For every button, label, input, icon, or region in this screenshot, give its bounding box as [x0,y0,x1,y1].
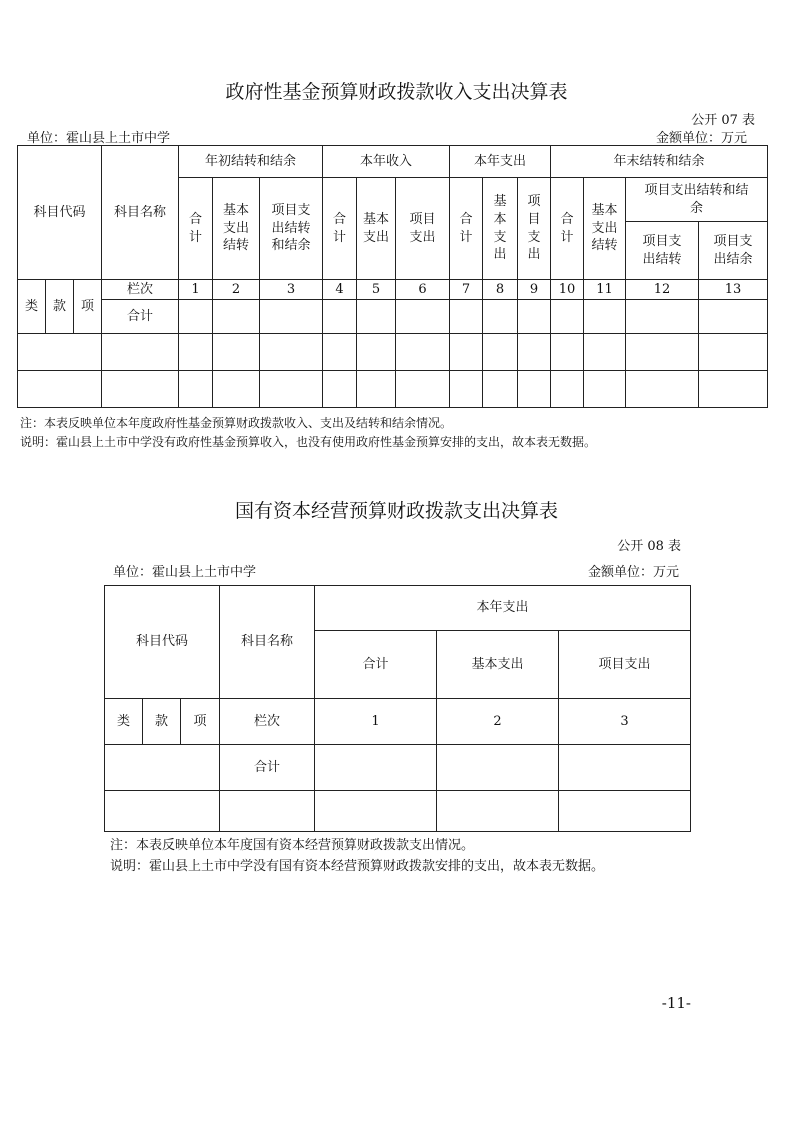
table-cell [437,791,559,832]
table-cell [450,371,483,408]
table-cell [179,371,213,408]
table-cell [105,791,220,832]
col-number: 2 [437,699,559,745]
table-cell [102,371,179,408]
table1-money-unit: 金额单位：万元 [655,131,747,146]
col-number: 2 [213,280,260,300]
income-basic-header: 基本 支出 [357,178,396,280]
col-number: 3 [260,280,323,300]
year-expense-header: 本年支出 [450,146,551,178]
table-cell [105,745,220,791]
table-cell [357,334,396,371]
cat-lei-header: 类 [105,699,143,745]
cat-lei-header: 类 [18,280,46,334]
table2 [104,585,691,832]
subject-name-header: 科目名称 [102,146,179,280]
table-cell [584,300,626,334]
col-number: 10 [551,280,584,300]
project-expense-header: 项目支出 [559,631,691,699]
col-number: 6 [396,280,450,300]
basic-expense-header: 基本支出 [437,631,559,699]
table-cell [260,334,323,371]
table-cell [450,300,483,334]
end-basic-carry-header: 基本 支出 结转 [584,178,626,280]
table-cell [396,300,450,334]
cat-xiang-header: 项 [181,699,220,745]
total-header: 合计 [315,631,437,699]
table-cell [699,371,768,408]
table2-unit: 单位：霍山县上土市中学 [113,565,257,580]
table-cell [559,745,691,791]
table2-note: 注：本表反映单位本年度国有资本经营预算财政拨款支出情况。 [110,838,475,853]
table2-title: 国有资本经营预算财政拨款支出决算表 [234,500,558,522]
col-number: 5 [357,280,396,300]
table-cell [518,371,551,408]
table-cell [357,300,396,334]
table-row [18,334,768,371]
expense-basic-header: 基 本 支 出 [483,178,518,280]
col-number: 12 [626,280,699,300]
col-number: 9 [518,280,551,300]
table-cell [699,334,768,371]
table1-explain: 说明：霍山县上土市中学没有政府性基金预算收入，也没有使用政府性基金预算安排的支出，故本表无数据。 [20,435,597,449]
table-row [105,791,691,832]
table-cell [260,300,323,334]
cat-xiang-header: 项 [74,280,102,334]
table2-code: 公开 08 表 [617,539,681,554]
col-number: 3 [559,699,691,745]
row-no-label: 栏次 [220,699,315,745]
table-cell [102,334,179,371]
table-cell [315,791,437,832]
begin-total-header: 合 计 [179,178,213,280]
subject-code-header: 科目代码 [105,586,220,699]
table-cell [220,791,315,832]
income-total-header: 合 计 [323,178,357,280]
table-cell [518,334,551,371]
table-cell [450,334,483,371]
table-cell [551,300,584,334]
cat-kuan-header: 款 [143,699,181,745]
end-total-header: 合 计 [551,178,584,280]
col-number: 4 [323,280,357,300]
table-cell [551,371,584,408]
end-balance-header: 年末结转和结余 [551,146,768,178]
sum-label: 合计 [220,745,315,791]
table1-code: 公开 07 表 [691,113,755,128]
begin-project-carry-balance-header: 项目支 出结转 和结余 [260,178,323,280]
table-cell [179,300,213,334]
table-cell [213,300,260,334]
year-expense-header: 本年支出 [315,586,691,631]
table-cell [626,334,699,371]
table-cell [357,371,396,408]
end-project-balance-header: 项目支 出结余 [699,222,768,280]
page-number: -11- [661,994,691,1012]
table-cell [584,334,626,371]
year-income-header: 本年收入 [323,146,450,178]
table-row [18,371,768,408]
table-cell [626,300,699,334]
table-cell [18,371,102,408]
subject-name-header: 科目名称 [220,586,315,699]
expense-total-header: 合 计 [450,178,483,280]
table-cell [396,334,450,371]
income-project-header: 项目 支出 [396,178,450,280]
col-number: 8 [483,280,518,300]
begin-balance-header: 年初结转和结余 [179,146,323,178]
col-number: 11 [584,280,626,300]
table-cell [323,300,357,334]
table2-money-unit: 金额单位：万元 [587,565,679,580]
table-cell [315,745,437,791]
col-number: 13 [699,280,768,300]
table-cell [179,334,213,371]
table1-title: 政府性基金预算财政拨款收入支出决算表 [225,81,568,103]
table-cell [483,371,518,408]
table1-note: 注：本表反映单位本年度政府性基金预算财政拨款收入、支出及结转和结余情况。 [20,416,453,430]
table-cell [626,371,699,408]
expense-project-header: 项 目 支 出 [518,178,551,280]
table-cell [323,371,357,408]
table-cell [518,300,551,334]
table-cell [483,334,518,371]
col-number: 7 [450,280,483,300]
table-cell [323,334,357,371]
table2-explain: 说明：霍山县上土市中学没有国有资本经营预算财政拨款安排的支出，故本表无数据。 [110,859,605,874]
table-cell [18,334,102,371]
table-cell [213,371,260,408]
table-cell [483,300,518,334]
begin-basic-carry-header: 基本 支出 结转 [213,178,260,280]
col-number: 1 [179,280,213,300]
table-cell [437,745,559,791]
end-project-carry-header: 项目支 出结转 [626,222,699,280]
table-cell [559,791,691,832]
row-no-label: 栏次 [102,280,179,300]
table-cell [396,371,450,408]
table-cell [584,371,626,408]
table-cell [213,334,260,371]
table-cell [699,300,768,334]
col-number: 1 [315,699,437,745]
subject-code-header: 科目代码 [18,146,102,280]
table-cell [551,334,584,371]
table1-unit: 单位：霍山县上土市中学 [27,131,171,146]
table1 [17,145,768,408]
sum-label: 合计 [102,300,179,334]
end-project-carry-balance-header: 项目支出结转和结 余 [626,178,768,222]
cat-kuan-header: 款 [46,280,74,334]
table-cell [260,371,323,408]
